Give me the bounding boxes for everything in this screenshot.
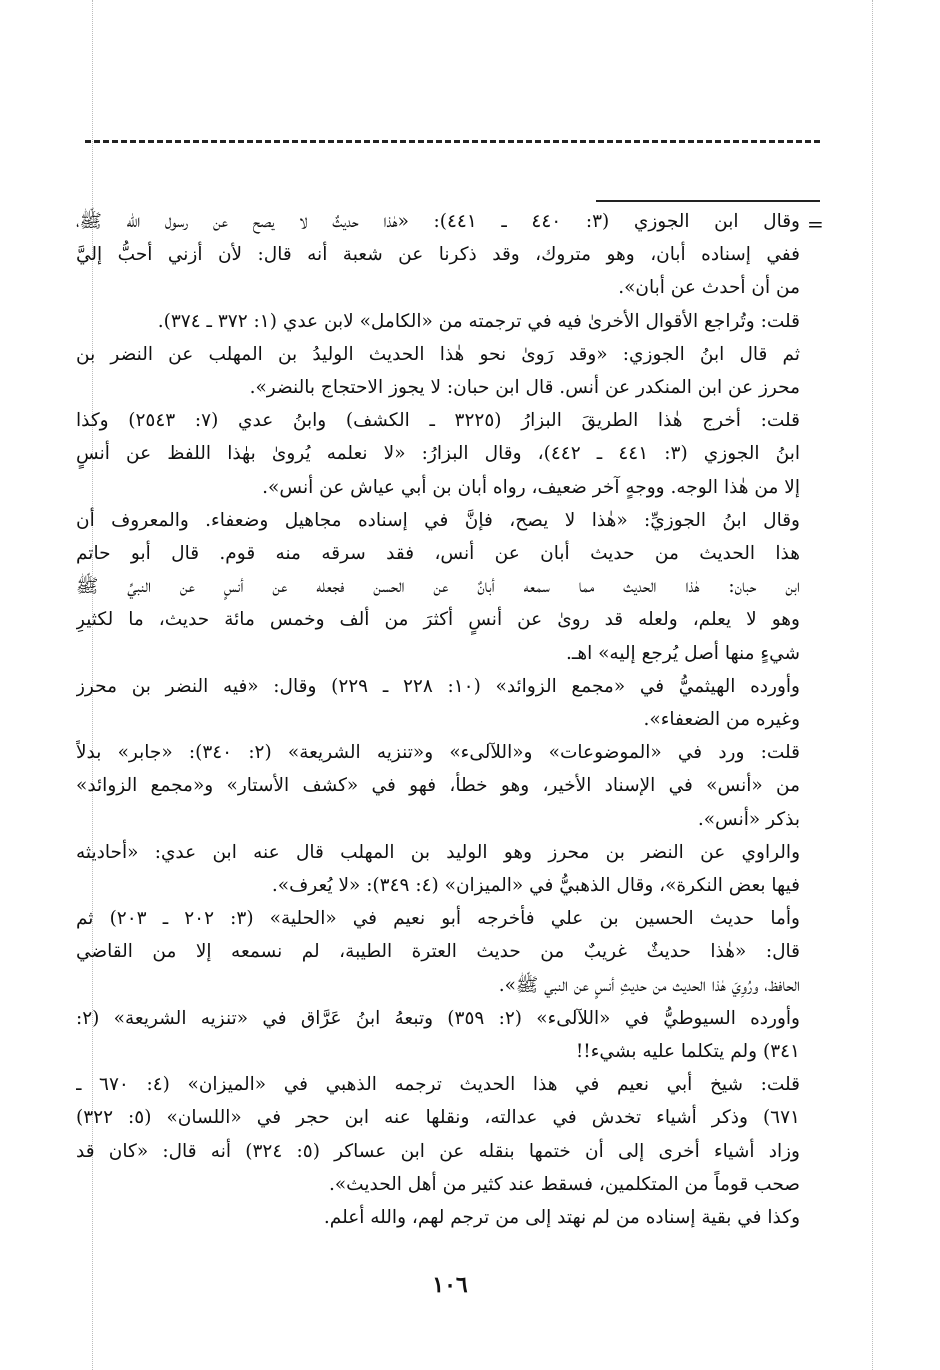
text-line: وأما حديث الحسين بن علي فأخرجه أبو نعيم في «الحلية» (٣: ٢٠٢ ـ ٢٠٣) ثم <box>76 908 800 930</box>
text-line: وأورده السيوطيُّ في «اللآلىء» (٢: ٣٥٩) وتبعهُ ابنُ عَرَّاق في «تنزيه الشريعة» (٢: <box>76 1007 800 1029</box>
text-line: بذكر «أنس». <box>697 808 800 830</box>
footnote-text <box>76 205 800 1234</box>
text-line: محرز عن ابن المنكدر عن أنس. قال ابن حبان: لا يجوز الاحتجاج بالنضر». <box>249 377 800 399</box>
text-line: وزاد أشياء أخرى إلى أن ختمها بنقله عن ابن عساكر (٥: ٣٢٤) أنه قال: «كان قد <box>76 1140 800 1162</box>
text-line: ابن حبان: هٰذا الحديث مما سمعه أبانٌ عن الحسن فجعله عن أنسٍ عن النبيِّ ﷺ <box>76 576 800 598</box>
text-line: فيها بعض النكرة»، وقال الذهبيُّ في «الميزان» (٤: ٣٤٩): «لا يُعرف». <box>271 875 800 897</box>
text-line: إلا من هٰذا الوجه. ووجهٍ آخر ضعيف، رواه أبان بن أبي عياش عن أنس». <box>262 476 800 498</box>
right-margin-guide <box>872 0 874 1370</box>
text-line: ثم قال ابنُ الجوزي: «وقد رَوىٰ نحو هٰذا الحديث الوليدُ بن المهلب عن النضر بن <box>76 343 800 365</box>
footnote-separator-rule <box>596 200 820 202</box>
text-line: وغيره من الضعفاء». <box>643 709 800 731</box>
text-line: ففي إسناده أبان، وهو متروك، وقد ذكرنا عن شعبة أنه قال: لأن أزني أحبُّ إليَّ <box>76 244 800 266</box>
text-line: قلت: شيخ أبي نعيم في هذا الحديث ترجمه الذهبي في «الميزان» (٤: ٦٧٠ ـ <box>76 1074 800 1096</box>
text-line: ابنُ الجوزي (٣: ٤٤١ ـ ٤٤٢)، وقال البزارُ: «لا نعلمه يُروىٰ بهٰذا اللفظ عن أنسٍ <box>76 443 800 465</box>
text-line: ٦٧١) وذكر أشياء تخدش في عدالته، ونقلها عنه ابن حجر في «اللسان» (٥: ٣٢٢) <box>76 1107 800 1129</box>
text-line: من أن أحدث عن أبان». <box>618 277 800 299</box>
text-line: شيءٍ منها أصل يُرجع إليه» اهـ. <box>566 642 800 664</box>
text-line: صحب قوماً من المتكلمين، فسقط عند كثير من أهل الحديث». <box>328 1173 800 1195</box>
text-line: وكذا في بقية إسناده من لم نهتد إلى من ترجم لهم، والله أعلم. <box>323 1207 800 1229</box>
text-line: وأورده الهيثميُّ في «مجمع الزوائد» (١٠: ٢٢٨ ـ ٢٢٩) وقال: «فيه النضر بن محرز <box>76 675 800 697</box>
text-line: وهو لا يعلم، ولعله قد روىٰ عن أنسٍ أكثرَ من ألف وخمس مائة حديث، ما لكثيرِ <box>76 609 800 631</box>
text-line: وقال ابنُ الجوزيِّ: «هٰذا لا يصح، فإنَّ في إسناده مجاهيل وضعفاء. والمعروف أن <box>76 509 800 531</box>
text-line: قلت: أخرج هٰذا الطريقَ البزارُ (٣٢٢٥ ـ الكشف) وابنُ عدي (٧: ٢٥٤٣) وكذا <box>76 410 800 432</box>
page-number: ١٠٦ <box>432 1272 468 1298</box>
top-dashed-rule <box>85 140 820 143</box>
text-line: الحافظ، ورُوِيَ هٰذا الحديث من حديثِ أنسٍ عن النبي ﷺ». <box>498 974 800 996</box>
text-line: قال: «هٰذا حديثٌ غريبٌ من حديث العترة الطيبة، لم نسمعه إلا من القاضي <box>76 941 800 963</box>
text-line: ٣٤١) ولم يتكلما عليه بشيء!! <box>575 1041 800 1063</box>
continuation-mark: = <box>807 212 824 236</box>
text-line: قلت: وتُراجع الأقوال الأخرىٰ فيه في ترجمته من «الكامل» لابن عدي (١: ٣٧٢ ـ ٣٧٤). <box>157 310 800 332</box>
text-line: وقال ابن الجوزي (٣: ٤٤٠ ـ ٤٤١): «هٰذا حديثٌ لا يصح عن رسول الله ﷺ، <box>76 211 800 232</box>
text-line: والراوي عن النضر بن محرز وهو الوليد بن المهلب قال عنه ابن عدي: «أحاديثه <box>76 841 800 863</box>
text-line: من «أنس» في الإسناد الأخير، وهو خطأ، فهو في «كشف الأستار» و«مجمع الزوائد» <box>76 775 800 797</box>
text-line: هذا الحديث من حديث أبان عن أنس، فقد سرقه منه قوم. قال أبو حاتم <box>76 543 800 565</box>
text-line: قلت: ورد في «الموضوعات» و«اللآلىء» و«تنزيه الشريعة» (٢: ٣٤٠): «جابر» بدلاً <box>76 742 800 764</box>
